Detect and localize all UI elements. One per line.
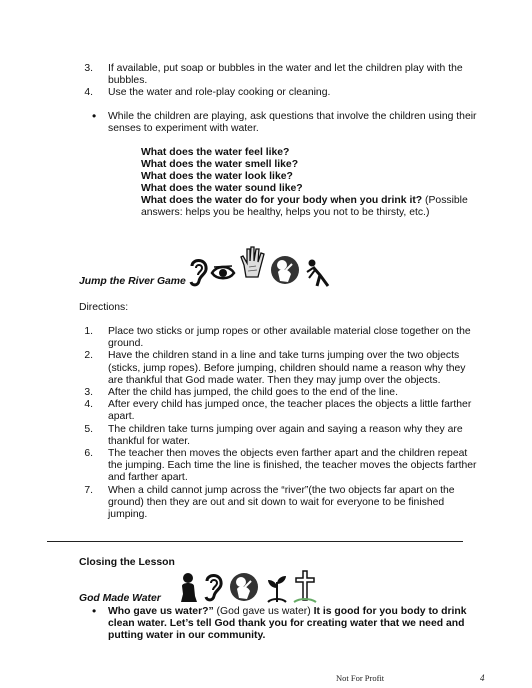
question: What does the water sound like? bbox=[141, 183, 303, 194]
jumping-figure-icon bbox=[304, 258, 334, 288]
eye-icon bbox=[210, 264, 236, 282]
step-text: The children take turns jumping over again and saying a reason why they are bbox=[108, 423, 463, 435]
praying-figure-icon bbox=[227, 570, 261, 604]
question: What does the water look like? bbox=[141, 171, 293, 182]
praying-figure-icon bbox=[268, 254, 302, 286]
bullet-text: senses to experiment with water. bbox=[108, 123, 259, 134]
list-item-text: bubbles. bbox=[108, 75, 148, 86]
question-last: What does the water do for your body when you drink it? (Possible bbox=[141, 195, 468, 206]
step-text: (sticks, jump ropes). Before jumping, children should name a reason why they bbox=[108, 362, 466, 374]
song-title: God Made Water bbox=[79, 593, 161, 604]
game-title: Jump the River Game bbox=[79, 276, 186, 287]
closing-line: putting water in our community. bbox=[108, 630, 266, 641]
closing-line: clean water. Let’s tell God thank you for creating water that we need and bbox=[108, 618, 465, 629]
hand-icon bbox=[238, 245, 266, 279]
step-text: After every child has jumped once, the teacher places the objects a little farther bbox=[108, 399, 472, 411]
step-text: After the child has jumped, the child goes to the end of the line. bbox=[108, 387, 398, 398]
cross-icon bbox=[292, 568, 318, 604]
step-text: Place two sticks or jump ropes or other available material close together on the bbox=[108, 326, 471, 337]
step-text: apart. bbox=[108, 411, 135, 423]
directions-label: Directions: bbox=[79, 302, 129, 313]
seedling-icon bbox=[264, 572, 290, 604]
page-number: 4 bbox=[480, 673, 485, 683]
step-number: 7. bbox=[84, 484, 93, 496]
ear-icon bbox=[201, 570, 225, 604]
list-item-text: Use the water and role-play cooking or cleaning. bbox=[108, 87, 331, 98]
step-number: 1. bbox=[84, 326, 93, 337]
step-text: When a child cannot jump across the “river”(the two objects far apart on the bbox=[108, 484, 455, 496]
step-number: 3. bbox=[84, 387, 93, 398]
step-text: and farther apart. bbox=[108, 472, 188, 484]
list-number: 4. bbox=[84, 87, 93, 98]
footer-text: Not For Profit bbox=[336, 673, 385, 683]
list-item-text: If available, put soap or bubbles in the water and let the children play with the bbox=[108, 63, 463, 74]
closing-heading: Closing the Lesson bbox=[79, 557, 175, 568]
list-number: 3. bbox=[84, 63, 93, 74]
bullet: • bbox=[92, 604, 97, 618]
step-text: jumping. bbox=[108, 509, 148, 520]
bullet-text: While the children are playing, ask questions that involve the children using their bbox=[108, 111, 477, 122]
step-text: thankful for water. bbox=[108, 435, 191, 447]
step-text: The teacher then moves the objects even farther apart and the children repeat bbox=[108, 448, 468, 459]
ear-icon bbox=[186, 256, 210, 288]
section-divider bbox=[47, 541, 463, 542]
question: What does the water smell like? bbox=[141, 159, 299, 170]
kneeling-figure-icon bbox=[177, 572, 199, 604]
step-text: Have the children stand in a line and take turns jumping over the two objects bbox=[108, 350, 460, 362]
question-answers: answers: helps you be healthy, helps you not to be thirsty, etc.) bbox=[141, 207, 430, 218]
step-text: ground) then they are out and sit down to wait for everyone to be finished bbox=[108, 496, 445, 508]
question: What does the water feel like? bbox=[141, 147, 290, 158]
step-text: are thankful that God made water. Then they may jump over the objects. bbox=[108, 374, 441, 386]
step-text: the jumping. Each time the line is finished, the teacher moves the objects farther bbox=[108, 460, 477, 472]
step-number: 2. bbox=[84, 350, 93, 362]
step-number: 6. bbox=[84, 448, 93, 459]
step-number: 4. bbox=[84, 399, 93, 411]
step-number: 5. bbox=[84, 423, 93, 435]
bullet: • bbox=[92, 109, 97, 123]
closing-question: Who gave us water?” (God gave us water) It is good for you body to drink bbox=[108, 606, 467, 617]
step-text: ground. bbox=[108, 338, 144, 350]
